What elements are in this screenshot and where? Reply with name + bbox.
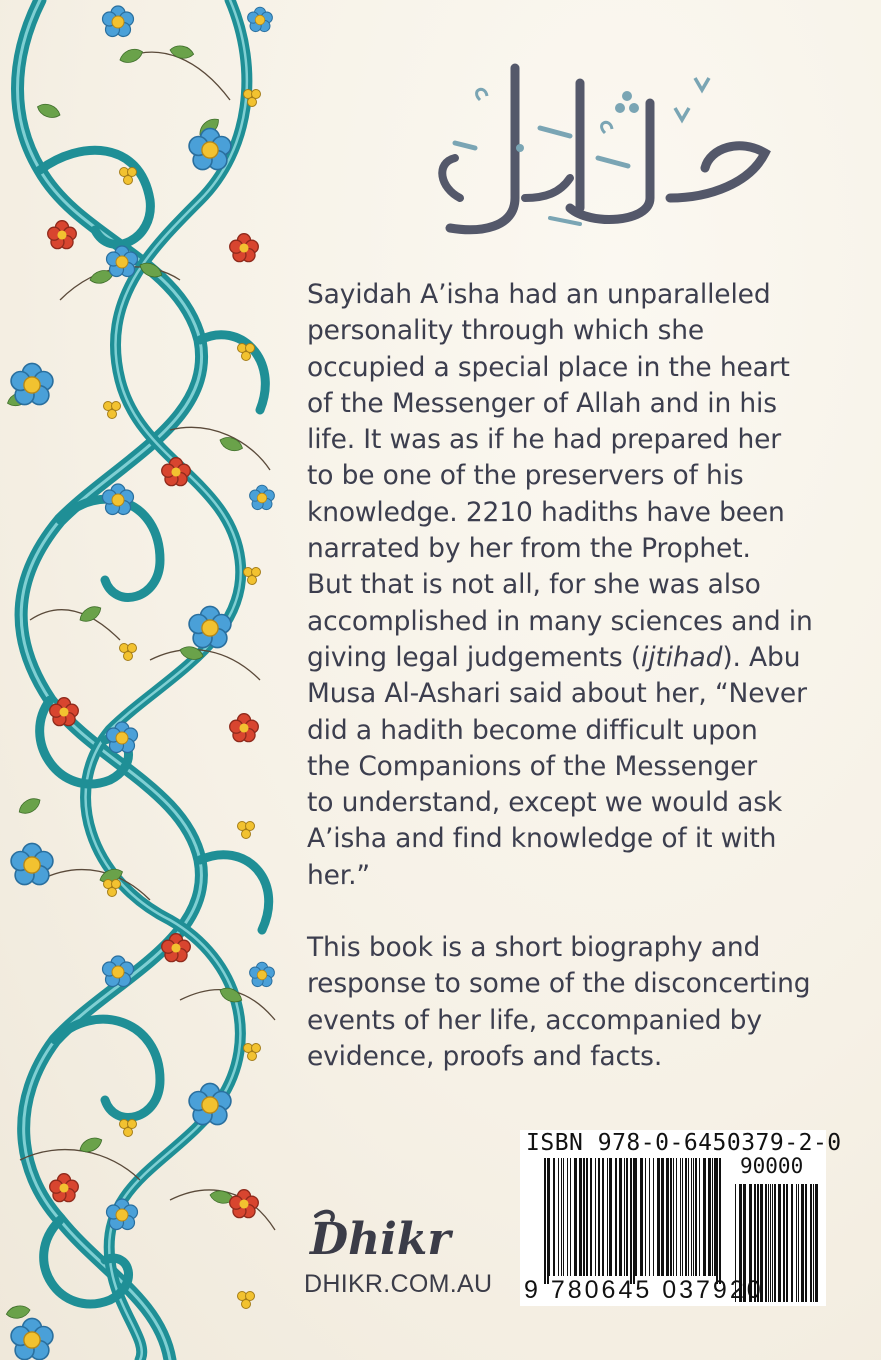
- barcode-bar: [688, 1158, 689, 1276]
- barcode-bar: [561, 1158, 562, 1276]
- barcode-guard-bar: [719, 1158, 721, 1284]
- blurb-line: narrated by her from the Prophet.: [307, 533, 751, 565]
- dhikr-logo: [306, 1206, 456, 1268]
- isbn-label: ISBN 978-0-6450379-2-0: [526, 1130, 842, 1156]
- barcode-bar: [774, 1184, 776, 1302]
- barcode-bar: [786, 1184, 788, 1302]
- blurb-line: the Companions of the Messenger: [307, 750, 758, 782]
- barcode-bar: [778, 1184, 781, 1302]
- blurb-line: did a hadith become difficult upon: [307, 714, 758, 746]
- barcode-bar: [768, 1184, 769, 1302]
- barcode-guard-bar: [716, 1158, 718, 1284]
- barcode-guard-bar: [633, 1158, 635, 1284]
- barcode-bar: [626, 1158, 628, 1276]
- blurb-line: But that is not all, for she was also: [307, 569, 761, 601]
- barcode-bar: [653, 1158, 654, 1276]
- barcode-guard-bar: [630, 1158, 632, 1284]
- barcode-bar: [695, 1158, 697, 1276]
- italic-term: ijtihad: [641, 641, 723, 673]
- barcode-bar: [586, 1158, 588, 1276]
- barcode-bar: [673, 1158, 674, 1276]
- barcode-bar: [574, 1158, 577, 1276]
- barcode-bar: [691, 1158, 692, 1276]
- barcode-bar: [607, 1158, 608, 1276]
- barcode-bar: [772, 1184, 773, 1302]
- floral-arabesque-border: [0, 0, 300, 1360]
- barcode-bar: [595, 1158, 596, 1276]
- blurb-line: accomplished in many sciences and in: [307, 605, 813, 637]
- barcode-bar: [609, 1158, 612, 1276]
- arabic-calligraphy-title: [420, 48, 780, 248]
- barcode-bar: [685, 1158, 687, 1276]
- barcode-bar: [810, 1184, 812, 1302]
- barcode-guard-bar: [544, 1158, 546, 1284]
- blurb-line: her.”: [307, 859, 370, 891]
- blurb-line: Musa Al-Ashari said about her, “Never: [307, 678, 807, 710]
- blurb-line: Sayidah A’isha had an unparalleled: [307, 279, 771, 310]
- barcode-bar: [699, 1158, 700, 1276]
- barcode-bar: [649, 1158, 650, 1276]
- barcode-bar: [682, 1158, 683, 1276]
- barcode-bar: [712, 1158, 713, 1276]
- barcode-bar: [815, 1184, 818, 1302]
- blurb: [307, 277, 847, 1075]
- barcode-bar: [770, 1184, 771, 1302]
- barcode-bar: [798, 1184, 799, 1302]
- barcode-guard-bar: [547, 1158, 549, 1284]
- barcode-number: 9 780645 037920: [524, 1276, 764, 1304]
- barcode-bar: [676, 1158, 677, 1276]
- barcode-bar: [796, 1184, 797, 1302]
- barcode-bar: [602, 1158, 604, 1276]
- barcode-bar: [645, 1158, 646, 1276]
- barcode-bar: [666, 1158, 669, 1276]
- barcode-bar: [805, 1184, 807, 1302]
- barcode-bar: [708, 1158, 711, 1276]
- barcode-bar: [670, 1158, 672, 1276]
- barcode-bar: [703, 1158, 706, 1276]
- barcode-bar: [801, 1184, 804, 1302]
- barcode-bar: [661, 1158, 664, 1276]
- blurb-line: life. It was as if he had prepared her: [307, 424, 782, 456]
- barcode-bar: [567, 1158, 568, 1276]
- logo-text: Dhikr: [310, 1214, 451, 1265]
- barcode-bar: [783, 1184, 785, 1302]
- blurb-line: personality through which she: [307, 315, 705, 347]
- barcode-bar: [624, 1158, 625, 1276]
- blurb-line: to understand, except we would ask: [307, 787, 783, 819]
- barcode-bar: [563, 1158, 564, 1276]
- isbn-barcode: [520, 1130, 842, 1306]
- blurb-line: of the Messenger of Allah and in his: [307, 387, 777, 419]
- blurb-line: knowledge. 2210 hadiths have been: [307, 496, 785, 528]
- barcode-bar: [791, 1184, 793, 1302]
- publisher-url: DHIKR.COM.AU: [304, 1270, 493, 1298]
- barcode-bar: [583, 1158, 585, 1276]
- blurb-line: occupied a special place in the heart: [307, 351, 790, 383]
- barcode-bar: [813, 1184, 814, 1302]
- blurb-line: response to some of the disconcerting: [307, 968, 811, 1000]
- barcode-bar: [558, 1158, 559, 1276]
- barcode-bar: [553, 1158, 555, 1276]
- barcode-bar: [640, 1158, 643, 1276]
- barcode-bar: [615, 1158, 617, 1276]
- barcode-bar: [680, 1158, 681, 1276]
- barcode-bar: [619, 1158, 622, 1276]
- blurb-line: evidence, proofs and facts.: [307, 1040, 663, 1072]
- barcode-bar: [765, 1184, 767, 1302]
- blurb-line: giving legal judgements (ijtihad). Abu: [307, 641, 801, 673]
- barcode-bar: [579, 1158, 582, 1276]
- barcode-bar: [693, 1158, 694, 1276]
- barcode-bar: [590, 1158, 592, 1276]
- barcode-bar: [657, 1158, 660, 1276]
- blurb-line: This book is a short biography and: [307, 932, 761, 964]
- blurb-line: to be one of the preservers of his: [307, 460, 744, 492]
- blurb-line: events of her life, accompanied by: [307, 1004, 762, 1036]
- price-code: 90000: [740, 1154, 804, 1178]
- barcode-bar: [598, 1158, 600, 1276]
- barcode-bar: [570, 1158, 571, 1276]
- blurb-line: A’isha and find knowledge of it with: [307, 823, 777, 855]
